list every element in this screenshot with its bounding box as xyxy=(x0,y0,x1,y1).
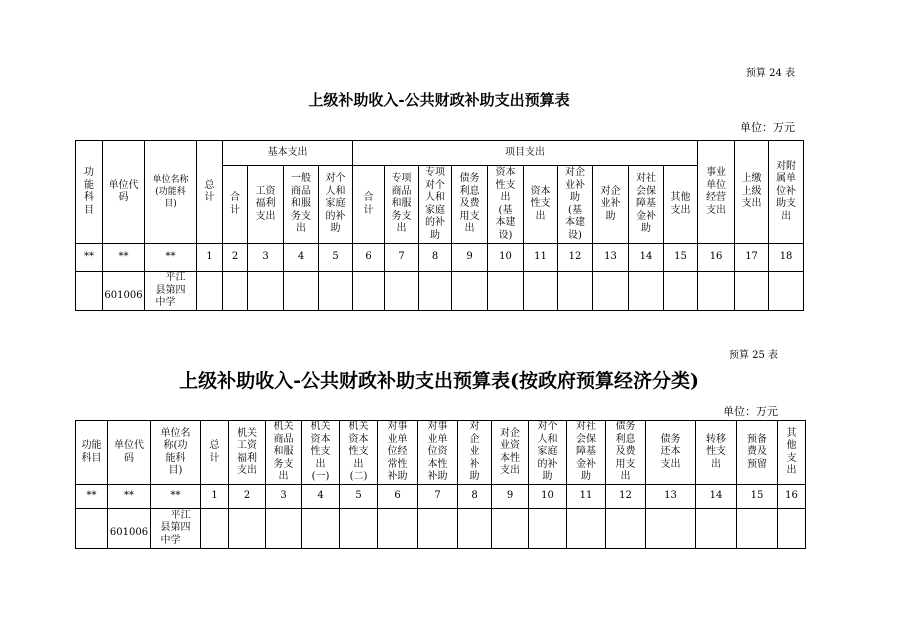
index-cell: 3 xyxy=(266,485,302,509)
index-cell: 9 xyxy=(492,485,529,509)
index-cell: 2 xyxy=(229,485,266,509)
col-unit-code xyxy=(103,141,145,244)
index-cell: 4 xyxy=(302,485,340,509)
col-project-enterprise-label: 对企业补助 xyxy=(600,185,621,222)
index-cell: 10 xyxy=(488,244,524,272)
data-cell xyxy=(488,272,524,311)
col-unit-name-label: 单位名称(功能科目) xyxy=(160,427,191,476)
index-cell: 13 xyxy=(593,244,629,272)
data-cell xyxy=(319,272,353,311)
col-total-label: 总计 xyxy=(209,440,220,464)
data-cell-unit-name xyxy=(151,509,201,549)
index-row xyxy=(76,485,806,509)
data-cell xyxy=(229,509,266,549)
col-business-operation-label: 事业单位经营支出 xyxy=(706,167,727,216)
data-cell xyxy=(223,272,248,311)
col-unit-name xyxy=(151,421,201,485)
index-cell: 8 xyxy=(419,244,452,272)
unit-name-text: 平江县第四中学 xyxy=(160,509,191,546)
data-cell xyxy=(696,509,737,549)
col-unit-name xyxy=(145,141,197,244)
col-unit-code xyxy=(108,421,151,485)
col-unit-code-label: 单位代码 xyxy=(108,179,139,203)
col-remit-superior xyxy=(735,141,769,244)
header-row xyxy=(76,421,806,485)
index-cell: 2 xyxy=(223,244,248,272)
budget-24-unit: 单位：万元 xyxy=(740,121,795,134)
col-debt-principal-label: 债务还本支出 xyxy=(660,433,681,470)
col-project-special-goods-label: 专项商品和服务支出 xyxy=(391,173,412,235)
data-cell xyxy=(378,509,418,549)
col-project-other-label: 其他支出 xyxy=(670,192,691,216)
index-cell: 3 xyxy=(248,244,284,272)
col-project-capital-infra-label: 资本性支出(基本建设) xyxy=(495,167,516,241)
budget-24-title: 上级补助收入-公共财政补助支出预算表 xyxy=(308,91,570,109)
index-cell: 14 xyxy=(696,485,737,509)
col-reserve-label: 预备费及预留 xyxy=(747,433,767,470)
budget-25-unit: 单位：万元 xyxy=(723,405,778,418)
index-cell: 6 xyxy=(378,485,418,509)
data-cell-unit-code: 601006 xyxy=(108,509,151,549)
col-agency-goods-services xyxy=(266,421,302,485)
col-debt-interest xyxy=(606,421,646,485)
data-cell xyxy=(284,272,319,311)
col-agency-capital-1 xyxy=(302,421,340,485)
col-project-total-label: 合计 xyxy=(363,192,374,216)
data-cell xyxy=(418,509,458,549)
col-enterprise-subsidy xyxy=(458,421,492,485)
data-cell xyxy=(492,509,529,549)
data-cell xyxy=(769,272,804,311)
col-remit-superior-label: 上缴上级支出 xyxy=(741,173,762,210)
index-cell: 12 xyxy=(558,244,593,272)
col-other xyxy=(778,421,806,485)
col-project-capital xyxy=(524,166,558,244)
col-total xyxy=(201,421,229,485)
index-cell: 7 xyxy=(418,485,458,509)
data-cell xyxy=(201,509,229,549)
data-cell xyxy=(266,509,302,549)
data-cell-func-subject xyxy=(76,272,103,311)
col-subsidiary-subsidy xyxy=(769,141,804,244)
index-cell: 1 xyxy=(201,485,229,509)
data-cell xyxy=(629,272,664,311)
col-enterprise-capital-label: 对企业资本性支出 xyxy=(500,427,520,476)
group-project-expenditure-label: 项目支出 xyxy=(505,146,546,158)
index-cell: ** xyxy=(108,485,151,509)
col-project-enterprise-infra-label: 对企业补助(基本建设) xyxy=(565,167,585,241)
index-cell: 16 xyxy=(698,244,735,272)
index-cell: 5 xyxy=(319,244,353,272)
col-individual-family-label: 对个人和家庭的补助 xyxy=(537,421,558,483)
table-row xyxy=(76,509,806,549)
col-social-security xyxy=(567,421,606,485)
budget-25-title: 上级补助收入-公共财政补助支出预算表(按政府预算经济分类) xyxy=(179,370,699,392)
data-cell xyxy=(593,272,629,311)
data-cell xyxy=(419,272,452,311)
data-cell-unit-code: 601006 xyxy=(103,272,145,311)
col-project-capital-label: 资本性支出 xyxy=(530,185,551,222)
col-agency-goods-services-label: 机关商品和服务支出 xyxy=(273,421,294,483)
col-social-security-label: 对社会保障基金补助 xyxy=(576,421,596,483)
col-total xyxy=(197,141,223,244)
col-project-capital-infra xyxy=(488,166,524,244)
index-cell: ** xyxy=(145,244,197,272)
col-enterprise-capital xyxy=(492,421,529,485)
data-cell-func-subject xyxy=(76,509,108,549)
data-cell xyxy=(606,509,646,549)
table-row xyxy=(76,272,804,311)
data-cell xyxy=(558,272,593,311)
index-cell: 7 xyxy=(385,244,419,272)
col-basic-wages-label: 工资福利支出 xyxy=(255,185,276,222)
col-other-label: 其他支出 xyxy=(786,427,797,476)
col-institution-capital-label: 对事业单位资本性补助 xyxy=(427,421,448,483)
col-basic-individual-family-label: 对个人和家庭的补助 xyxy=(325,173,346,235)
index-cell: ** xyxy=(103,244,145,272)
unit-name-text: 平江县第四中学 xyxy=(155,272,186,309)
index-cell: 15 xyxy=(664,244,698,272)
col-func-subject xyxy=(76,421,108,485)
col-project-debt-interest-label: 债务利息及费用支出 xyxy=(459,173,480,235)
data-cell xyxy=(197,272,223,311)
index-cell: ** xyxy=(151,485,201,509)
col-agency-capital-2-label: 机关资本性支出(二) xyxy=(348,421,369,483)
index-cell: ** xyxy=(76,244,103,272)
col-project-debt-interest xyxy=(452,166,488,244)
col-total-label: 总计 xyxy=(204,179,215,203)
col-project-special-goods xyxy=(385,166,419,244)
col-individual-family xyxy=(529,421,567,485)
data-cell xyxy=(737,509,778,549)
data-cell xyxy=(529,509,567,549)
col-subsidiary-subsidy-label: 对附属单位补助支出 xyxy=(776,160,797,222)
data-cell xyxy=(646,509,696,549)
data-cell xyxy=(567,509,606,549)
col-basic-individual-family xyxy=(319,166,353,244)
col-institution-recurrent-label: 对事业单位经常性补助 xyxy=(387,421,408,483)
col-unit-name-label: 单位名称(功能科目) xyxy=(152,175,189,209)
col-project-special-individual-label: 专项对个人和家庭的补助 xyxy=(425,167,445,241)
data-cell xyxy=(248,272,284,311)
group-project-expenditure xyxy=(353,141,698,166)
index-cell: 14 xyxy=(629,244,664,272)
data-cell xyxy=(302,509,340,549)
index-cell: 1 xyxy=(197,244,223,272)
col-debt-principal xyxy=(646,421,696,485)
col-func-subject-label: 功能科目 xyxy=(84,167,94,216)
index-cell: 10 xyxy=(529,485,567,509)
budget-25-table xyxy=(75,420,806,549)
index-cell: ** xyxy=(76,485,108,509)
index-cell: 16 xyxy=(778,485,806,509)
index-cell: 12 xyxy=(606,485,646,509)
index-cell: 4 xyxy=(284,244,319,272)
index-cell: 15 xyxy=(737,485,778,509)
data-cell-unit-name xyxy=(145,272,197,311)
data-cell xyxy=(735,272,769,311)
group-basic-expenditure-label: 基本支出 xyxy=(267,146,308,158)
col-transfer-label: 转移性支出 xyxy=(706,433,726,470)
col-basic-wages xyxy=(248,166,284,244)
col-project-special-individual xyxy=(419,166,452,244)
index-cell: 6 xyxy=(353,244,385,272)
data-cell xyxy=(778,509,806,549)
index-cell: 9 xyxy=(452,244,488,272)
index-cell: 11 xyxy=(524,244,558,272)
budget-24-table xyxy=(75,140,804,311)
data-cell xyxy=(385,272,419,311)
index-cell: 8 xyxy=(458,485,492,509)
col-project-social-security xyxy=(629,166,664,244)
data-cell xyxy=(458,509,492,549)
data-cell xyxy=(353,272,385,311)
col-agency-capital-2 xyxy=(340,421,378,485)
col-agency-capital-1-label: 机关资本性支出(一) xyxy=(310,421,331,483)
index-cell: 5 xyxy=(340,485,378,509)
col-basic-goods-services-label: 一般商品和服务支出 xyxy=(291,173,311,235)
col-project-enterprise-infra xyxy=(558,166,593,244)
data-cell xyxy=(340,509,378,549)
data-cell xyxy=(524,272,558,311)
data-cell xyxy=(452,272,488,311)
col-reserve xyxy=(737,421,778,485)
col-func-subject-label: 功能科目 xyxy=(81,440,102,464)
index-cell: 18 xyxy=(769,244,804,272)
col-institution-recurrent xyxy=(378,421,418,485)
col-basic-total-label: 合计 xyxy=(230,192,240,216)
table-number-25: 预算 25 表 xyxy=(728,350,778,361)
index-row xyxy=(76,244,804,272)
col-agency-wages xyxy=(229,421,266,485)
header-row-1 xyxy=(76,141,804,166)
col-func-subject xyxy=(76,141,103,244)
col-transfer xyxy=(696,421,737,485)
col-project-social-security-label: 对社会保障基金补助 xyxy=(636,173,656,235)
col-business-operation xyxy=(698,141,735,244)
data-cell xyxy=(698,272,735,311)
col-unit-code-label: 单位代码 xyxy=(114,440,144,464)
col-project-enterprise xyxy=(593,166,629,244)
index-cell: 13 xyxy=(646,485,696,509)
col-institution-capital xyxy=(418,421,458,485)
table-number-24: 预算 24 表 xyxy=(745,68,795,79)
col-project-total xyxy=(353,166,385,244)
col-basic-goods-services xyxy=(284,166,319,244)
data-cell xyxy=(664,272,698,311)
col-agency-wages-label: 机关工资福利支出 xyxy=(237,427,257,476)
col-enterprise-subsidy-label: 对企业补助 xyxy=(469,421,480,483)
col-basic-total xyxy=(223,166,248,244)
index-cell: 11 xyxy=(567,485,606,509)
col-project-other xyxy=(664,166,698,244)
col-debt-interest-label: 债务利息及费用支出 xyxy=(615,421,636,483)
index-cell: 17 xyxy=(735,244,769,272)
group-basic-expenditure xyxy=(223,141,353,166)
